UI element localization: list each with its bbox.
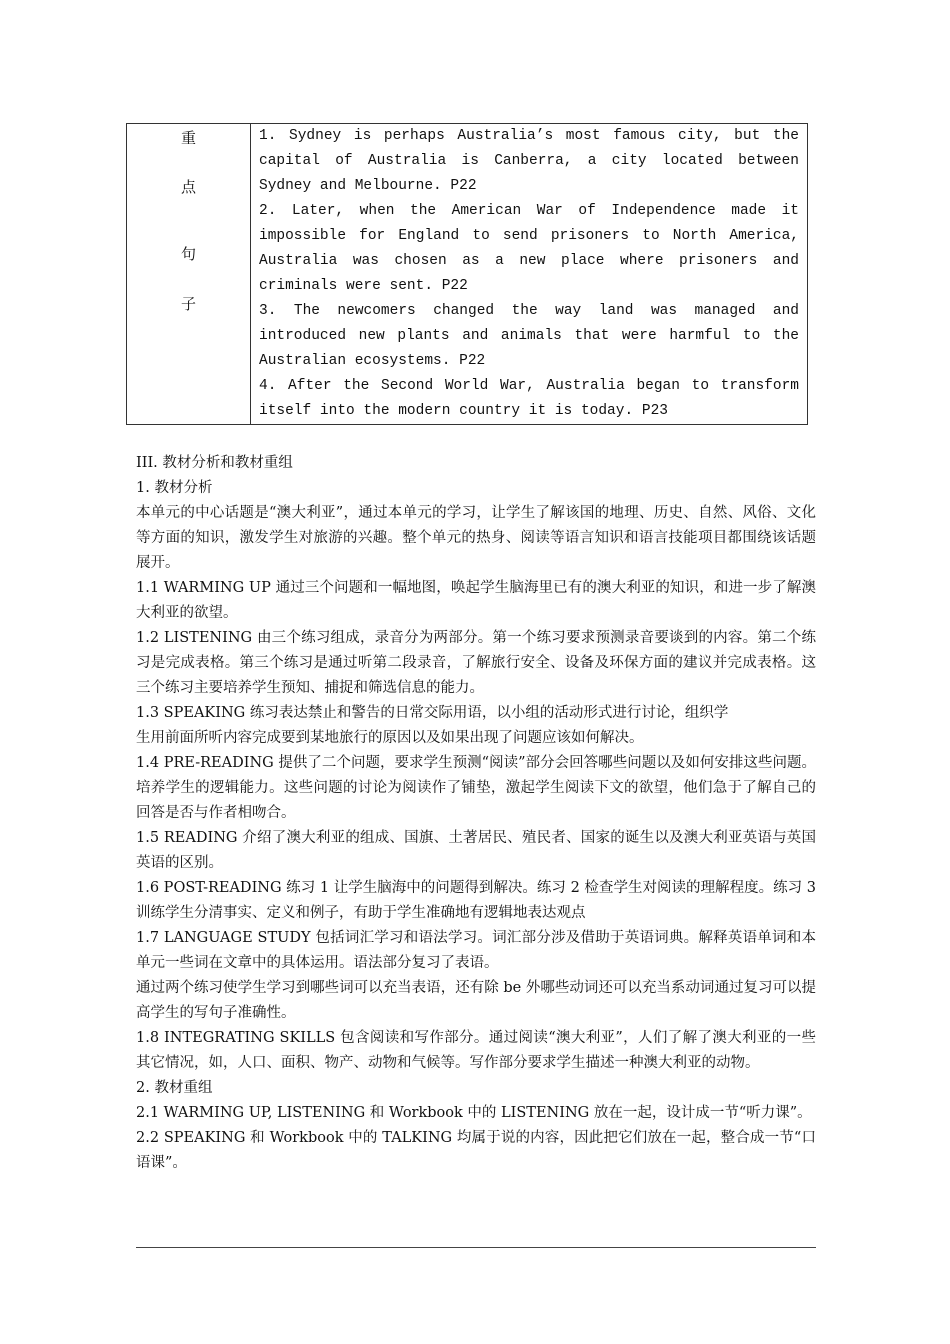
paragraph-listening: 1.2 LISTENING 由三个练习组成，录音分为两部分。第一个练习要求预测录音要谈到的内容。第二个练习是完成表格。第三个练习是通过听第二段录音，了解旅行安全、设备及环保方面的建议并完成表格。这三个练习主要培养学生预知、捕捉和筛选信息的能力。 xyxy=(136,630,816,696)
paragraph-language-study: 1.7 LANGUAGE STUDY 包括词汇学习和语法学习。词汇部分涉及借助于英语词典。解释英语单词和本单元一些词在文章中的具体运用。语法部分复习了表语。 xyxy=(136,930,816,971)
key-sentence: 4. After the Second World War, Australia began to transform itself into the modern country it is today. P23 xyxy=(259,378,799,419)
section-heading: III. 教材分析和教材重组 xyxy=(136,455,293,471)
paragraph-reading: 1.5 READING 介绍了澳大利亚的组成、国旗、土著居民、殖民者、国家的诞生以及澳大利亚英语与英国英语的区别。 xyxy=(136,830,816,871)
paragraph-pre-reading: 1.4 PRE-READING 提供了二个问题，要求学生预测“阅读”部分会回答哪些问题以及如何安排这些问题。培养学生的逻辑能力。这些问题的讨论为阅读作了铺垫，激起学生阅读下文的欲望，他们急于了解自己的回答是否与作者相吻合。 xyxy=(136,755,816,821)
paragraph-regroup-speaking: 2.2 SPEAKING 和 Workbook 中的 TALKING 均属于说的内容，因此把它们放在一起，整合成一节“口语课”。 xyxy=(136,1130,816,1171)
paragraph-integrating-skills: 1.8 INTEGRATING SKILLS 包含阅读和写作部分。通过阅读“澳大利亚”，人们了解了澳大利亚的一些其它情况，如，人口、面积、物产、动物和气候等。写作部分要求学生描述一种澳大利亚的动物。 xyxy=(136,1030,816,1071)
key-sentences-content-cell xyxy=(251,124,808,425)
key-sentence: 1. Sydney is perhaps Australia’s most famous city, but the capital of Australia is Canberra, a city located between Sydney and Melbourne. P22 xyxy=(259,128,799,194)
label-char: 点 xyxy=(180,178,196,196)
paragraph-intro: 本单元的中心话题是“澳大利亚”，通过本单元的学习，让学生了解该国的地理、历史、自然、风俗、文化等方面的知识，激发学生对旅游的兴趣。整个单元的热身、阅读等语言知识和语言技能项目都围绕该话题展开。 xyxy=(136,505,816,571)
paragraph-speaking-cont: 生用前面所听内容完成要到某地旅行的原因以及如果出现了问题应该如何解决。 xyxy=(136,730,644,746)
paragraph-language-study-cont: 通过两个练习使学生学习到哪些词可以充当表语，还有除 be 外哪些动词还可以充当系动词通过复习可以提高学生的写句子准确性。 xyxy=(136,980,816,1021)
key-sentences-table xyxy=(126,123,808,425)
key-sentence: 2. Later, when the American War of Independence made it impossible for England to send prisoners to North America, Australia was chosen as a new place where prisoners and criminals were sent. P22 xyxy=(259,203,799,294)
paragraph-post-reading: 1.6 POST-READING 练习 1 让学生脑海中的问题得到解决。练习 2 检查学生对阅读的理解程度。练习 3 训练学生分清事实、定义和例子，有助于学生准确地有逻辑地表达观点 xyxy=(136,880,816,921)
paragraph-regroup-listening: 2.1 WARMING UP, LISTENING 和 Workbook 中的 LISTENING 放在一起，设计成一节“听力课”。 xyxy=(136,1105,812,1121)
subsection-heading: 1. 教材分析 xyxy=(136,480,213,496)
footer-divider xyxy=(136,1247,816,1248)
key-sentence: 3. The newcomers changed the way land was managed and introduced new plants and animals that were harmful to the Australian ecosystems. P22 xyxy=(259,303,799,369)
label-char: 句 xyxy=(180,245,196,263)
subsection-heading: 2. 教材重组 xyxy=(136,1080,213,1096)
paragraph-speaking: 1.3 SPEAKING 练习表达禁止和警告的日常交际用语，以小组的活动形式进行讨论，组织学 xyxy=(136,705,729,721)
paragraph-warming-up: 1.1 WARMING UP 通过三个问题和一幅地图，唤起学生脑海里已有的澳大利亚的知识，和进一步了解澳大利亚的欲望。 xyxy=(136,580,816,621)
label-char: 子 xyxy=(180,295,196,313)
textbook-analysis-section xyxy=(136,451,816,1176)
label-char: 重 xyxy=(180,129,196,147)
key-sentences-label-cell xyxy=(127,124,251,425)
